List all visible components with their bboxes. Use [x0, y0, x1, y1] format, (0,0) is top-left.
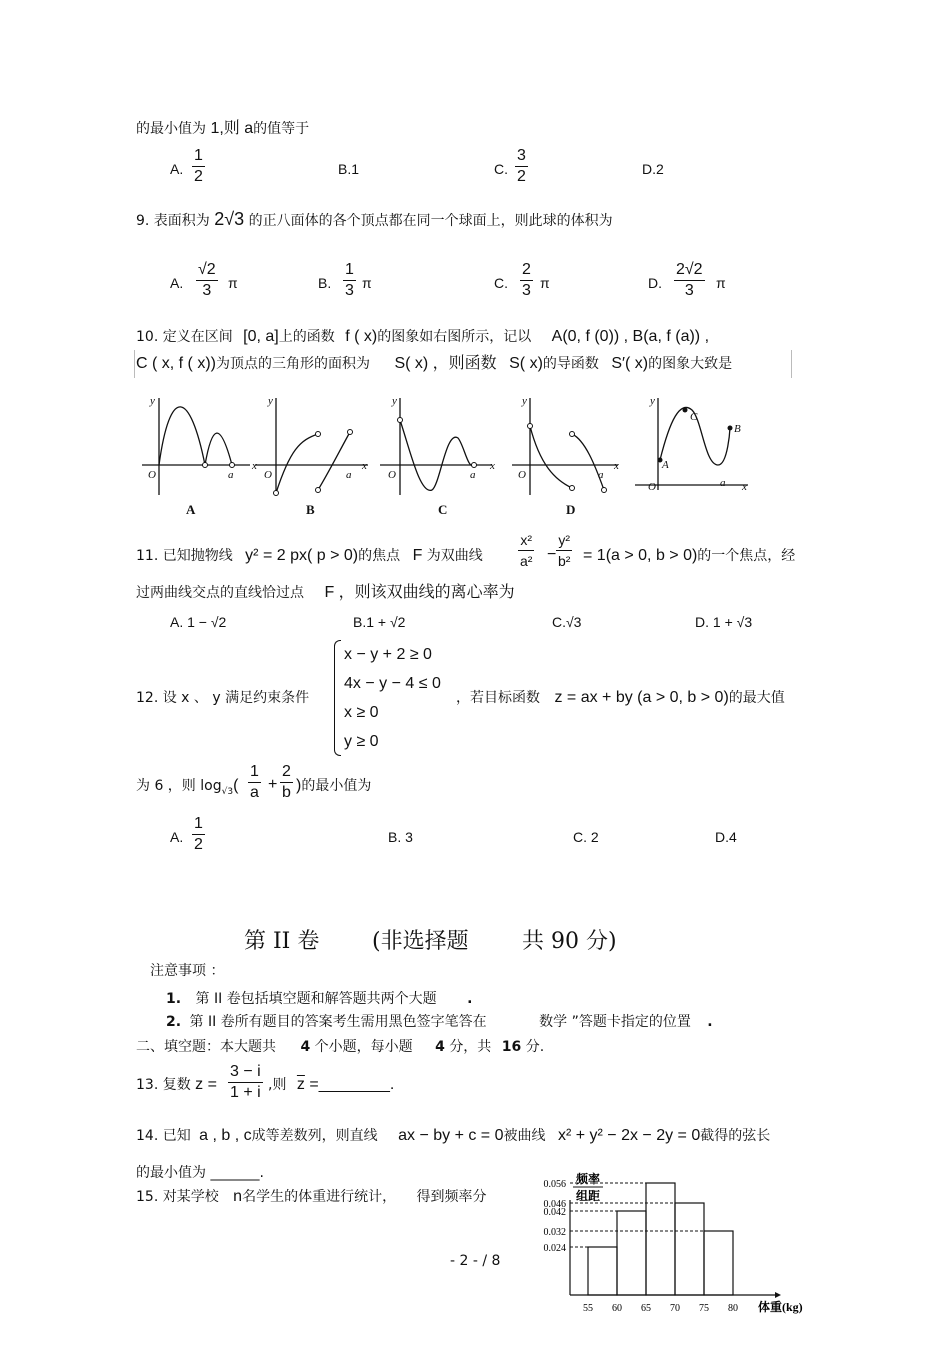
q12-constraint-2: 4x − y − 4 ≤ 0: [344, 675, 441, 692]
q9-option-a-frac: $\frac{√2}{3}$: [198, 261, 216, 299]
graph-b-y: y: [268, 395, 273, 407]
ref-point-a: A: [662, 459, 669, 471]
q12-brace: [334, 640, 341, 756]
q13-end: ,则 $\overline{z}$ =________.: [268, 1076, 395, 1093]
hist-ytick-0.024: 0.024: [543, 1243, 566, 1254]
q12-option-a: A.: [170, 829, 184, 845]
graph-d-x: x: [614, 460, 619, 472]
hist-bar-75-80: [704, 1231, 733, 1295]
q9-option-c-frac: $\frac{2}{3}$: [522, 261, 531, 299]
graph-label-d: D: [566, 502, 576, 517]
q12-constraint-4: y ≥ 0: [344, 733, 379, 750]
hist-ytick-0.056: 0.056: [543, 1179, 566, 1190]
graph-c-y: y: [392, 395, 397, 407]
q11-minus: −: [547, 546, 557, 563]
graph-b-x: x: [362, 460, 367, 472]
q12-frac-1: $\frac{1}{a}$: [250, 763, 259, 801]
hist-xtick-80: 80: [728, 1303, 738, 1314]
q13-prefix: 13. 复数 z =: [136, 1076, 217, 1093]
q9-math: 2√3: [214, 209, 245, 229]
fill-section-heading: 二、填空题：本大题共 4 个小题，每小题 4 分，共 16 分.: [136, 1039, 545, 1055]
q11-line2: 过两曲线交点的直线恰过点 F ，则该双曲线的离心率为: [136, 584, 515, 601]
q12-option-a-frac: $\frac{1}{2}$: [194, 815, 203, 853]
graph-c-o: O: [388, 469, 396, 481]
hist-xtick-75: 75: [699, 1303, 709, 1314]
ref-y: y: [650, 395, 655, 407]
notice-2: 2. 第 II 卷所有题目的答案考生需用黑色签字笔答在 数学 ”答题卡指定的位置 .: [166, 1014, 713, 1030]
graph-a-a: a: [228, 469, 234, 481]
q9-option-d: D.: [648, 275, 662, 291]
graph-label-c: C: [438, 502, 448, 517]
q14-line2: 的最小值为 _______.: [136, 1165, 264, 1181]
ref-a: a: [720, 477, 726, 489]
q11-option-a: A. 1 − √2: [170, 614, 227, 630]
hist-xtick-70: 70: [670, 1303, 680, 1314]
graph-d-o: O: [518, 469, 526, 481]
q11-line1-end: = 1(a > 0, b > 0)的一个焦点，经: [583, 547, 796, 564]
q12-prefix: 12. 设 x 、 y 满足约束条件: [136, 690, 310, 706]
q9-option-a: A.: [170, 275, 184, 291]
q8-value: 1,则: [210, 120, 240, 137]
q12-line2-end: )的最小值为: [296, 777, 372, 794]
ref-o: O: [648, 481, 656, 493]
q9-stem: 9. 表面积为 2√3 的正八面体的各个顶点都在同一个球面上，则此球的体积为: [136, 209, 613, 229]
hist-bar-70-75: [675, 1203, 704, 1295]
q10-line2: C ( x, f ( x))为顶点的三角形的面积为 S( x) ，则函数 S( x)的导函数 S′( x)的图象大致是: [136, 355, 733, 372]
q8-var: a: [244, 120, 254, 137]
q8-option-d: D.2: [642, 161, 664, 177]
q9-option-b: B.: [318, 275, 332, 291]
q12-constraint-1: x − y + 2 ≥ 0: [344, 646, 432, 663]
q12-plus: +: [268, 776, 278, 793]
q12-option-b: B. 3: [388, 829, 413, 845]
q12-constraint-3: x ≥ 0: [344, 704, 379, 721]
q12-line2: 为 6 ，则 $\log_{√3}$(: [136, 777, 239, 797]
q9-option-c-pi: π: [540, 275, 550, 291]
q11-frac-y: $\frac{\text{y²}}{\text{b²}}$: [558, 532, 571, 569]
graph-b-a: a: [346, 469, 352, 481]
q11-frac-x: $\frac{\text{x²}}{\text{a²}}$: [520, 532, 533, 569]
q8-option-c-frac: $\frac{3}{2}$: [517, 147, 526, 185]
hist-xtick-60: 60: [612, 1303, 622, 1314]
hist-xlabel: 体重(kg): [758, 1300, 803, 1314]
q11-option-b: B.1 + √2: [353, 614, 406, 630]
q9-option-b-frac: $\frac{1}{3}$: [345, 261, 354, 299]
ref-point-c: C: [690, 411, 698, 423]
hist-xtick-55: 55: [583, 1303, 593, 1314]
part2-title: 第 II 卷: [244, 929, 320, 954]
hist-ylabel-top: 频率: [576, 1172, 601, 1186]
graph-a-x: x: [252, 460, 257, 472]
graph-a-y: y: [150, 395, 155, 407]
q11-line1: 11. 已知抛物线 y² = 2 px( p > 0)的焦点 F 为双曲线: [136, 547, 483, 564]
q9-option-a-pi: π: [228, 275, 238, 291]
q15-stem: 15. 对某学校 n名学生的体重进行统计， 得到频率分: [136, 1188, 487, 1205]
q11-option-d: D. 1 + √3: [695, 614, 753, 630]
hist-bar-55-60: [588, 1247, 617, 1295]
graph-label-a: A: [186, 502, 196, 517]
q8-tail-line: [136, 120, 309, 138]
q8-option-a: A.: [170, 161, 184, 177]
part2-subtitle: (非选择题: [372, 929, 469, 954]
graph-d-a: a: [598, 469, 604, 481]
part2-score: 共 90 分): [522, 929, 617, 954]
graph-c-a: a: [470, 469, 476, 481]
frequency-histogram: [510, 1170, 810, 1320]
q10-line1: 10. 定义在区间 [0, a]上的函数 f ( x)的图象如右图所示，记以 A(0, f (0)) , B(a, f (a)) ,: [136, 328, 710, 345]
hist-x-arrow: [775, 1292, 781, 1298]
q9-option-d-frac: $\frac{2√2}{3}$: [676, 261, 703, 299]
ref-point-b: B: [734, 423, 741, 435]
q9-option-d-pi: π: [716, 275, 726, 291]
q12-option-c: C. 2: [573, 829, 599, 845]
q10-box: [134, 350, 792, 378]
q8-text: 的最小值为: [136, 121, 206, 137]
hist-xtick-65: 65: [641, 1303, 651, 1314]
q8-text2: 的值等于: [253, 121, 310, 137]
q8-option-c: C.: [494, 161, 508, 177]
ref-x: x: [742, 481, 747, 493]
notice-heading: 注意事项 ：: [150, 963, 225, 979]
graph-b-o: O: [264, 469, 272, 481]
page-number: - 2 - / 8: [450, 1253, 501, 1269]
hist-ytick-0.046: 0.046: [543, 1199, 566, 1210]
graph-c-x: x: [490, 460, 495, 472]
q12-frac-2: $\frac{2}{b}$: [282, 763, 291, 801]
hist-bar-60-65: [617, 1211, 646, 1295]
q9-option-b-pi: π: [362, 275, 372, 291]
hist-ylabel-bottom: 组距: [576, 1189, 601, 1203]
notice-1: 1. 第 II 卷包括填空题和解答题共两个大题 .: [166, 991, 473, 1007]
q12-option-d: D.4: [715, 829, 737, 845]
q13-frac: $\frac{3 - i}{1 + i}$: [230, 1063, 261, 1101]
graph-label-b: B: [306, 502, 315, 517]
q8-option-a-frac: $\frac{1}{2}$: [194, 147, 203, 185]
q9-option-c: C.: [494, 275, 508, 291]
q14-line1: 14. 已知 a , b , c成等差数列，则直线 ax − by + c = 0被曲线 x² + y² − 2x − 2y = 0截得的弦长: [136, 1127, 771, 1144]
graph-a-o: O: [148, 469, 156, 481]
hist-bar-65-70: [646, 1183, 675, 1295]
q12-objective: ，若目标函数 z = ax + by (a > 0, b > 0)的最大值: [456, 689, 785, 706]
graph-d-y: y: [522, 395, 527, 407]
q11-option-c: C.√3: [552, 614, 582, 630]
hist-ytick-0.042: 0.042: [543, 1207, 566, 1218]
hist-ytick-0.032: 0.032: [543, 1227, 566, 1238]
q10-graphs: [140, 390, 770, 525]
q8-option-b: B.1: [338, 161, 360, 177]
